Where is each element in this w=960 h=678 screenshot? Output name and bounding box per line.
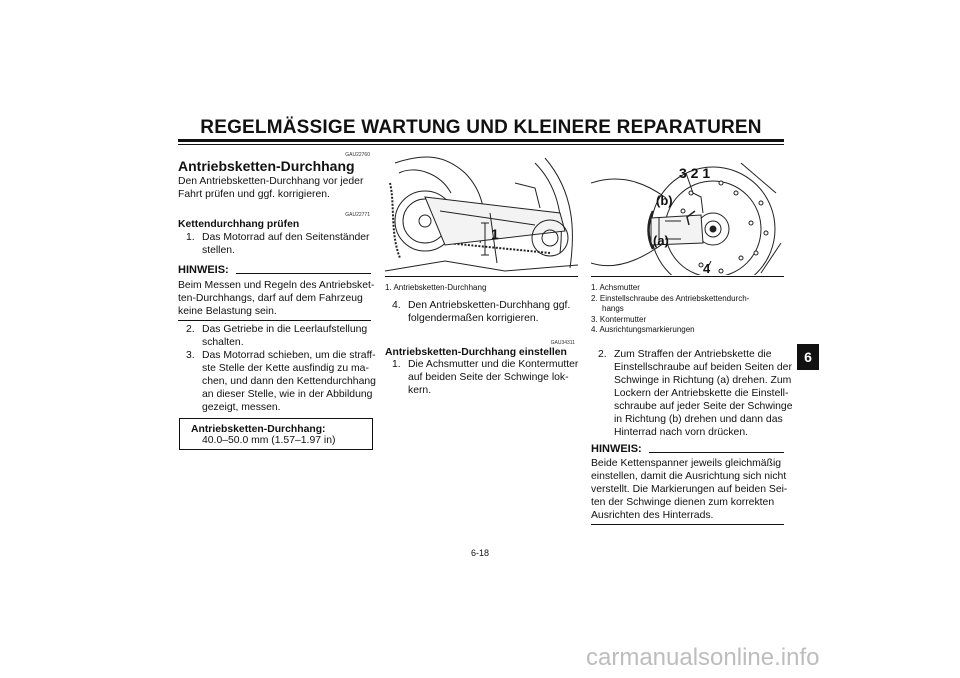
note-label: HINWEIS:: [178, 264, 229, 276]
figure-rule: [591, 276, 784, 277]
ref-code: GAU22771: [345, 212, 370, 218]
subheading: Kettendurchhang prüfen: [178, 219, 300, 230]
page-title: REGELMÄSSIGE WARTUNG UND KLEINERE REPARATUREN: [200, 117, 762, 138]
note-rule: [178, 320, 371, 321]
note-label: HINWEIS:: [591, 443, 642, 455]
note-text: Beim Messen und Regeln des Antriebsket- ten-Durchhangs, darf auf dem Fahrzeug keine Belastung sein.: [178, 280, 375, 317]
figure-callout-b: (b): [656, 193, 673, 208]
note-rule: [236, 273, 371, 274]
chain-slack-figure: [385, 153, 578, 275]
note-rule: [649, 452, 784, 453]
title-rule-thick: [178, 139, 784, 142]
list-item: 3. Das Motorrad schieben, um die straff- ste Stelle der Kette ausfindig zu ma- chen, und dann den Kettendurchhang an dieser Stelle, wie in der Abbildung gezeigt, messen.: [186, 350, 376, 413]
list-item: 1. Die Achsmutter und die Kontermutter auf beiden Seite der Schwinge lok- kern.: [392, 359, 579, 396]
figure-callout-numbers: 3 2 1: [679, 165, 711, 181]
intro-text: Den Antriebsketten-Durchhang vor jeder Fahrt prüfen und ggf. korrigieren.: [178, 176, 364, 200]
list-item: 2. Das Getriebe in die Leerlaufstellung schalten.: [186, 324, 368, 348]
list-item: 2. Zum Straffen der Antriebskette die Einstellschraube auf beiden Seiten der Schwinge in Richtung (a) drehen. Zum Lockern der Antriebskette die Einstell- schraube auf jeder Seite der Schwinge in Richtung (b) drehen und dann das Hinterrad nach vorn drücken.: [598, 349, 793, 438]
axle-adjuster-figure: [591, 153, 784, 275]
figure-caption: 1. Achsmutter 2. Einstellschraube des Antriebskettendurch- hangs 3. Kontermutter 4. Ausrichtungsmarkierungen: [591, 283, 750, 334]
figure-rule: [385, 276, 578, 277]
figure-caption: 1. Antriebsketten-Durchhang: [385, 283, 487, 292]
section-heading: Antriebsketten-Durchhang: [178, 158, 355, 174]
list-item: 1. Das Motorrad auf den Seitenständer stellen.: [186, 232, 370, 256]
note-rule: [591, 524, 784, 525]
chapter-tab: 6: [797, 344, 819, 370]
title-rule-thin: [178, 144, 784, 145]
list-item: 4. Den Antriebsketten-Durchhang ggf. folgendermaßen korrigieren.: [392, 300, 571, 324]
watermark: carmanualsonline.info: [586, 644, 820, 671]
page-number: 6-18: [470, 548, 489, 558]
figure-callout-4: 4: [703, 261, 711, 275]
figure-callout-a: (a): [653, 233, 669, 248]
spec-value: 40.0–50.0 mm (1.57–1.97 in): [202, 435, 336, 446]
figure-callout-label: 1: [491, 226, 499, 242]
subheading: Antriebsketten-Durchhang einstellen: [385, 347, 567, 358]
spec-box: [179, 418, 373, 450]
note-text: Beide Kettenspanner jeweils gleichmäßig einstellen, damit die Ausrichtung sich nicht verstellt. Die Markierungen auf beiden Sei- ten der Schwinge dienen zum korrekten Ausrichten des Hinterrads.: [591, 458, 788, 521]
ref-code: GAU22760: [345, 152, 370, 158]
spec-label: Antriebsketten-Durchhang:: [191, 424, 326, 435]
ref-code: GAU34311: [550, 340, 575, 346]
